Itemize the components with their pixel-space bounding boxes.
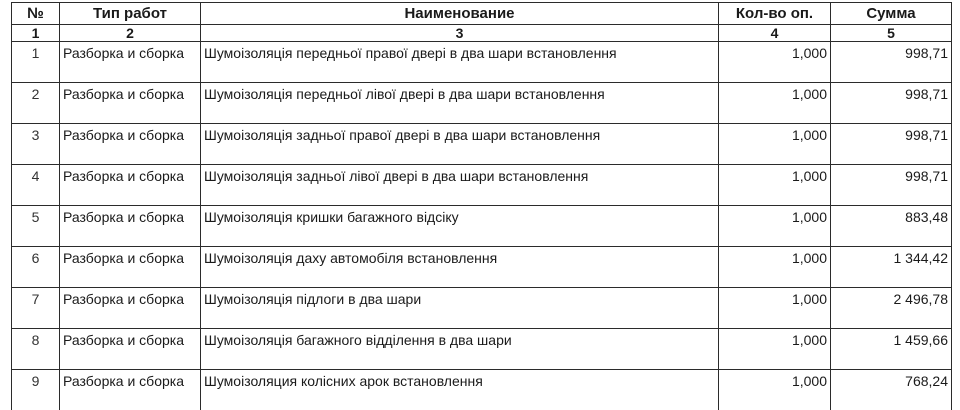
work-sum: 998,71 <box>831 124 952 165</box>
row-number: 7 <box>12 288 60 329</box>
row-number: 2 <box>12 83 60 124</box>
table-row <box>12 206 952 247</box>
work-sum: 883,48 <box>831 206 952 247</box>
work-name: Шумоізоляція передньої правої двері в два шари встановлення <box>201 42 719 83</box>
work-name: Шумоізоляція передньої лівої двері в два шари встановлення <box>201 83 719 124</box>
work-sum: 2 496,78 <box>831 288 952 329</box>
work-sum: 998,71 <box>831 42 952 83</box>
work-name: Шумоізоляція задньої лівої двері в два шари встановлення <box>201 165 719 206</box>
table-row <box>12 165 952 206</box>
work-name: Шумоізоляція задньої правої двері в два шари встановлення <box>201 124 719 165</box>
header-num: № <box>12 3 60 25</box>
work-type: Разборка и сборка <box>60 124 201 165</box>
table-row <box>12 247 952 288</box>
column-number: 2 <box>60 25 201 42</box>
work-type: Разборка и сборка <box>60 329 201 370</box>
work-sum: 768,24 <box>831 370 952 410</box>
table-row <box>12 288 952 329</box>
work-type: Разборка и сборка <box>60 247 201 288</box>
column-number: 3 <box>201 25 719 42</box>
table-row <box>12 42 952 83</box>
work-quantity: 1,000 <box>719 124 831 165</box>
work-quantity: 1,000 <box>719 165 831 206</box>
table-row <box>12 329 952 370</box>
table-row <box>12 83 952 124</box>
work-sum: 1 459,66 <box>831 329 952 370</box>
work-type: Разборка и сборка <box>60 370 201 410</box>
work-quantity: 1,000 <box>719 288 831 329</box>
table-row <box>12 370 952 410</box>
row-number: 3 <box>12 124 60 165</box>
row-number: 1 <box>12 42 60 83</box>
work-type: Разборка и сборка <box>60 206 201 247</box>
header-type: Тип работ <box>60 3 201 25</box>
work-name: Шумоізоляція даху автомобіля встановлення <box>201 247 719 288</box>
table-row <box>12 124 952 165</box>
work-quantity: 1,000 <box>719 206 831 247</box>
work-type: Разборка и сборка <box>60 42 201 83</box>
works-table <box>11 2 952 410</box>
column-number: 1 <box>12 25 60 42</box>
work-type: Разборка и сборка <box>60 83 201 124</box>
work-name: Шумоізоляция колісних арок встановлення <box>201 370 719 410</box>
header-qty: Кол-во оп. <box>719 3 831 25</box>
column-number: 4 <box>719 25 831 42</box>
work-sum: 1 344,42 <box>831 247 952 288</box>
work-quantity: 1,000 <box>719 370 831 410</box>
work-name: Шумоізоляція підлоги в два шари <box>201 288 719 329</box>
header-name: Наименование <box>201 3 719 25</box>
work-sum: 998,71 <box>831 165 952 206</box>
row-number: 4 <box>12 165 60 206</box>
work-type: Разборка и сборка <box>60 165 201 206</box>
header-sum: Сумма <box>831 3 952 25</box>
work-name: Шумоізоляція багажного відділення в два шари <box>201 329 719 370</box>
row-number: 6 <box>12 247 60 288</box>
work-sum: 998,71 <box>831 83 952 124</box>
works-table-sheet <box>11 2 951 410</box>
row-number: 9 <box>12 370 60 410</box>
work-quantity: 1,000 <box>719 42 831 83</box>
row-number: 5 <box>12 206 60 247</box>
column-number: 5 <box>831 25 952 42</box>
work-quantity: 1,000 <box>719 83 831 124</box>
column-number-row <box>12 25 952 42</box>
work-type: Разборка и сборка <box>60 288 201 329</box>
row-number: 8 <box>12 329 60 370</box>
work-quantity: 1,000 <box>719 247 831 288</box>
work-name: Шумоізоляція кришки багажного відсіку <box>201 206 719 247</box>
work-quantity: 1,000 <box>719 329 831 370</box>
header-row <box>12 3 952 25</box>
